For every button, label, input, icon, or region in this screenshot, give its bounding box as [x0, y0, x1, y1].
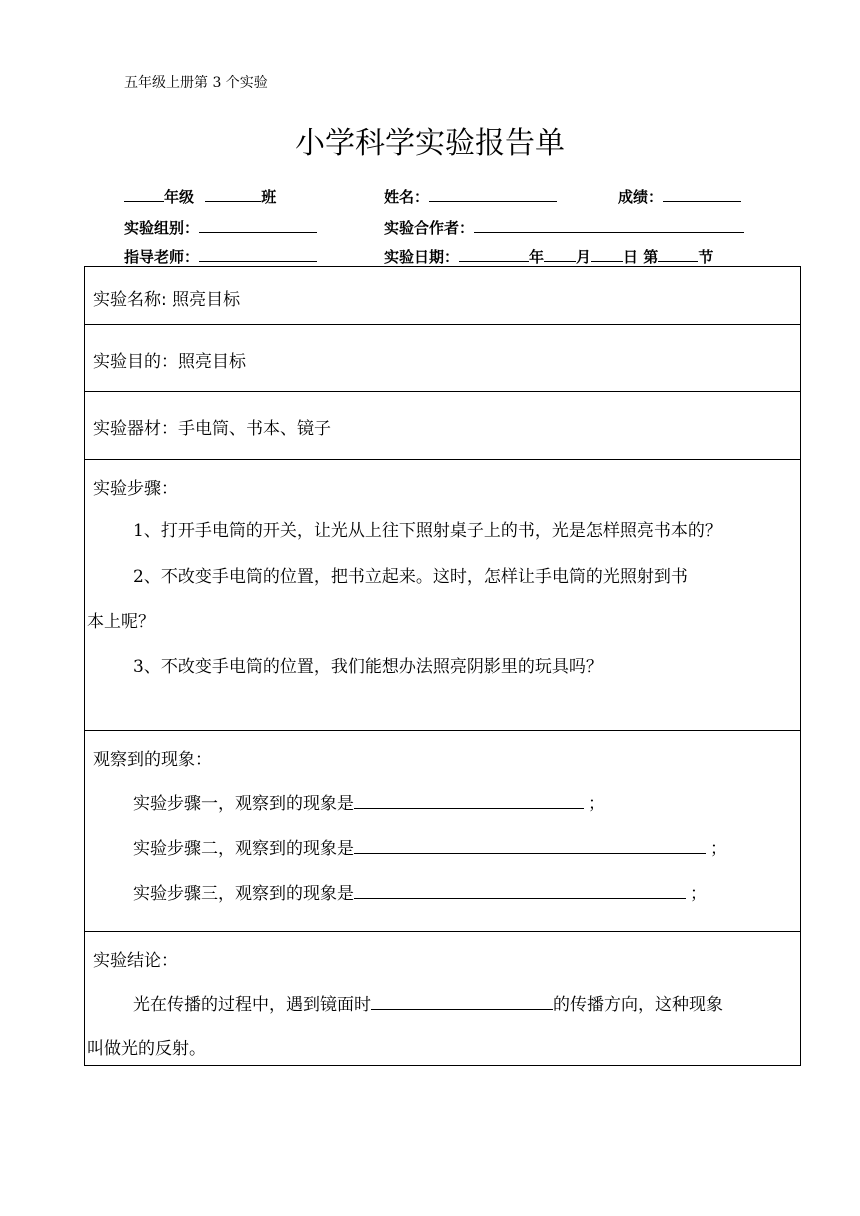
observation-1-blank[interactable] — [354, 794, 584, 809]
period-blank[interactable] — [658, 247, 698, 262]
section-experiment-name — [85, 267, 800, 325]
section-experiment-materials — [85, 392, 800, 460]
period-suffix: 节 — [698, 248, 714, 266]
observation-1-text: 实验步骤一，观察到的现象是 — [133, 794, 354, 814]
observation-2-text: 实验步骤二，观察到的现象是 — [133, 839, 354, 859]
experiment-purpose-row — [93, 347, 246, 372]
partner-blank[interactable] — [474, 218, 744, 233]
experiment-name-value: 照亮目标 — [172, 290, 241, 310]
experiment-name-label: 实验名称: — [93, 290, 167, 310]
score-blank[interactable] — [663, 187, 741, 202]
experiment-name-row — [93, 285, 240, 310]
observation-3-end: ； — [690, 884, 707, 904]
observations-label: 观察到的现象： — [93, 750, 212, 770]
grade-class-field — [124, 186, 276, 207]
month-char: 月 — [576, 248, 592, 266]
class-suffix: 班 — [261, 188, 277, 206]
page-title: 小学科学实验报告单 — [295, 126, 565, 161]
section-observations — [85, 731, 800, 932]
group-field — [124, 217, 317, 238]
experiment-materials-row — [93, 414, 331, 439]
steps-label: 实验步骤： — [93, 479, 178, 499]
name-label: 姓名： — [384, 188, 430, 206]
conclusion-blank[interactable] — [371, 995, 553, 1010]
name-field — [384, 186, 557, 207]
grade-suffix: 年级 — [164, 188, 195, 206]
date-label: 实验日期： — [384, 248, 460, 266]
teacher-label: 指导老师： — [124, 248, 200, 266]
class-blank[interactable] — [205, 187, 261, 202]
teacher-field — [124, 246, 317, 267]
partner-field — [384, 217, 744, 238]
conclusion-label: 实验结论： — [93, 951, 178, 971]
step-2-line-2: 本上呢？ — [87, 612, 155, 632]
observation-2-end: ； — [710, 839, 727, 859]
experiment-purpose-label: 实验目的： — [93, 352, 178, 372]
observation-3-blank[interactable] — [354, 884, 686, 899]
grade-blank[interactable] — [124, 187, 164, 202]
period-prefix: 第 — [643, 248, 659, 266]
day-char: 日 — [623, 248, 639, 266]
report-table — [84, 266, 801, 1066]
group-label: 实验组别： — [124, 219, 200, 237]
section-conclusion — [85, 932, 800, 1067]
year-blank[interactable] — [459, 247, 529, 262]
section-experiment-steps — [85, 460, 800, 731]
step-1: 1、打开手电筒的开关，让光从上往下照射桌子上的书，光是怎样照亮书本的？ — [133, 521, 722, 541]
teacher-blank[interactable] — [199, 247, 317, 262]
grade-note: 五年级上册第 3 个实验 — [124, 75, 268, 91]
conclusion-line-1-before: 光在传播的过程中，遇到镜面时 — [133, 995, 371, 1015]
observation-3 — [133, 879, 707, 904]
conclusion-line-2: 叫做光的反射。 — [87, 1039, 206, 1059]
partner-label: 实验合作者： — [384, 219, 475, 237]
observation-1 — [133, 789, 605, 814]
step-2-line-1: 2、不改变手电筒的位置，把书立起来。这时，怎样让手电筒的光照射到书 — [133, 567, 688, 587]
experiment-materials-label: 实验器材： — [93, 419, 178, 439]
name-blank[interactable] — [429, 187, 557, 202]
observation-3-text: 实验步骤三，观察到的现象是 — [133, 884, 354, 904]
score-label: 成绩： — [618, 188, 664, 206]
group-blank[interactable] — [199, 218, 317, 233]
score-field — [618, 186, 741, 207]
experiment-purpose-value: 照亮目标 — [178, 352, 246, 372]
observation-2-blank[interactable] — [354, 839, 706, 854]
conclusion-line-1 — [133, 990, 723, 1015]
step-3: 3、不改变手电筒的位置，我们能想办法照亮阴影里的玩具吗？ — [133, 657, 603, 677]
observation-1-end: ； — [588, 794, 605, 814]
month-blank[interactable] — [544, 247, 576, 262]
experiment-materials-value: 手电筒、书本、镜子 — [178, 419, 331, 439]
conclusion-line-1-after: 的传播方向，这种现象 — [553, 995, 723, 1015]
observation-2 — [133, 834, 727, 859]
section-experiment-purpose — [85, 325, 800, 392]
day-blank[interactable] — [591, 247, 623, 262]
date-field — [384, 246, 713, 267]
year-char: 年 — [529, 248, 545, 266]
